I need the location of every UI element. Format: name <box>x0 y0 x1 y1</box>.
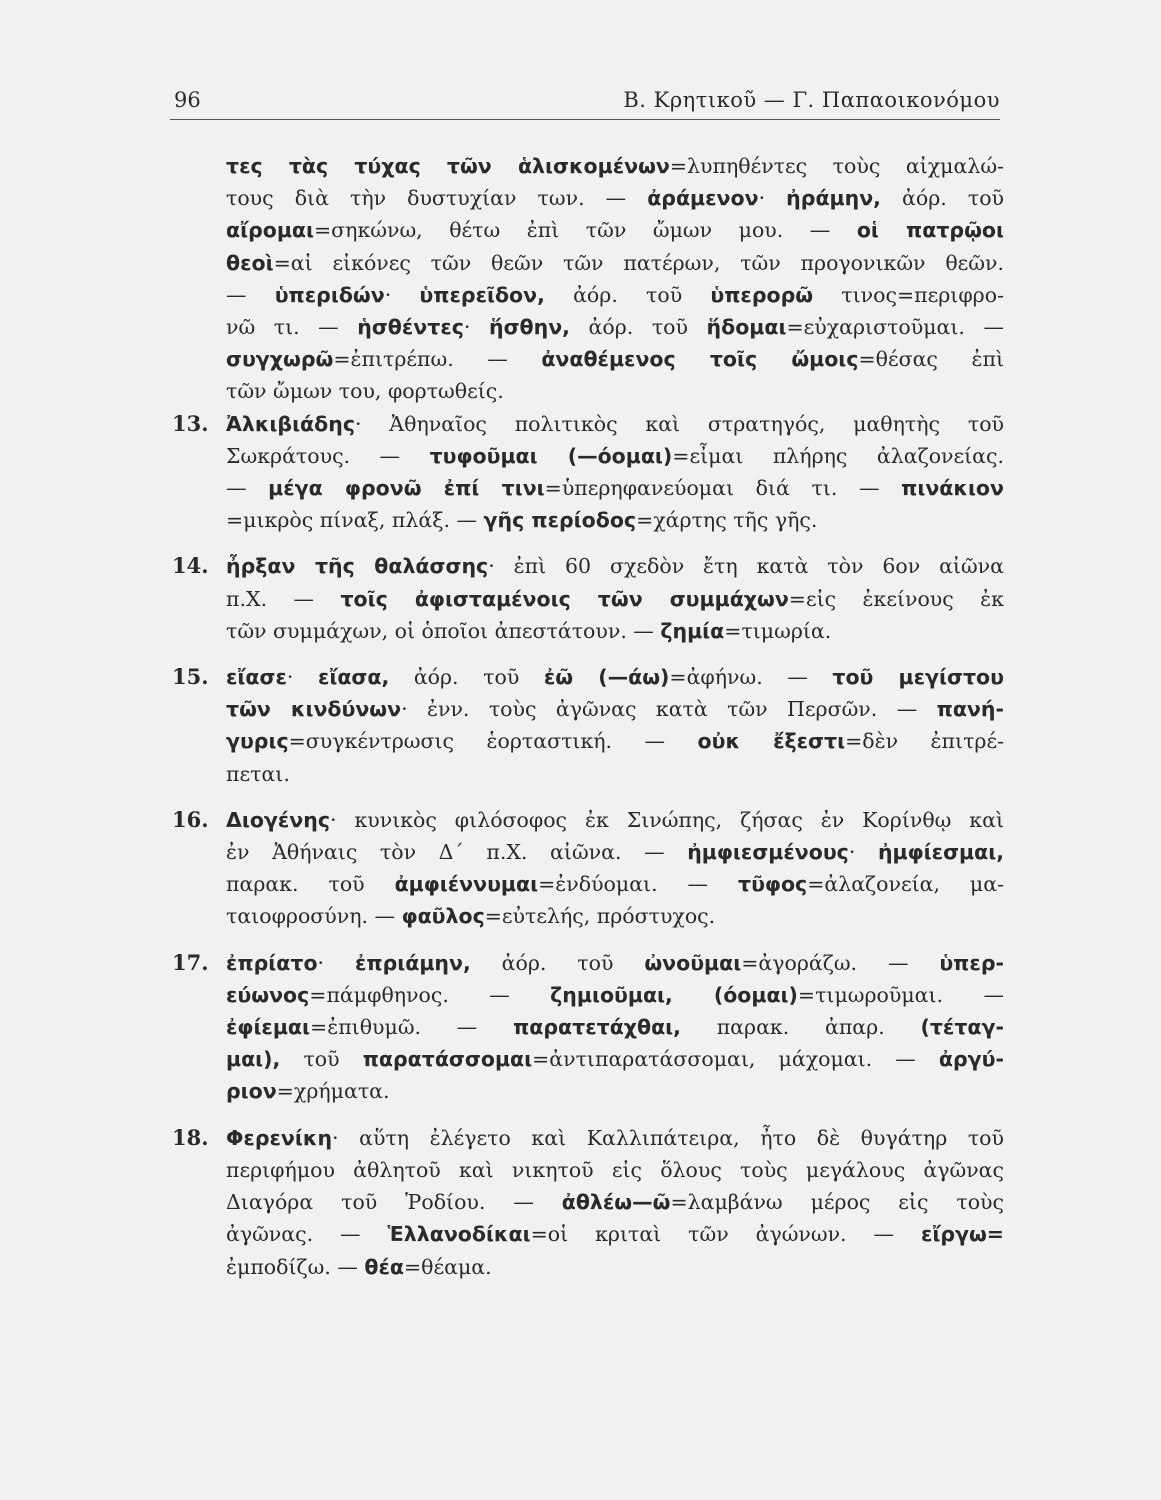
definition-text: π.Χ. — <box>226 586 341 611</box>
text-line <box>226 583 1004 615</box>
page-header <box>170 86 1000 116</box>
definition-text: ἀόρ. τοῦ <box>470 950 645 975</box>
headword: Φερενίκη <box>226 1125 333 1150</box>
definition-text: · <box>848 840 878 865</box>
headword: ἡσθέντες <box>357 315 464 340</box>
headword: ζημία <box>660 618 725 643</box>
definition-text: Σωκράτους. — <box>226 443 430 468</box>
headword: ὑπερ- <box>939 950 1004 975</box>
definition-text: τους διὰ τὴν δυστυχίαν των. — <box>226 186 648 211</box>
headword: ἠράμην, <box>786 186 881 211</box>
definition-text: =τιμωρία. <box>724 618 832 643</box>
definition-text: τοῦ <box>280 1047 363 1072</box>
entry-number: 16. <box>172 806 209 832</box>
headword: ἀργύ- <box>938 1047 1004 1072</box>
definition-text: · αὕτη ἐλέγετο καὶ Καλλιπάτειρα, ἦτο δὲ θυγάτηρ τοῦ <box>332 1125 1004 1150</box>
definition-text: · <box>758 186 787 211</box>
text-line <box>226 1043 1004 1075</box>
page-number: 96 <box>174 88 201 112</box>
definition-text: τινος=περιφρο- <box>813 282 1004 307</box>
headword: ἀμφιέννυμαι <box>394 872 539 897</box>
definition-text: =οἱ κριταὶ τῶν ἀγώνων. — <box>530 1222 921 1247</box>
headword: μαι), <box>226 1047 281 1072</box>
definition-text: · ἐνν. τοὺς ἀγῶνας κατὰ τῶν Περσῶν. — <box>401 697 937 722</box>
text-line <box>226 725 1004 757</box>
headword: εύωνος <box>226 982 310 1007</box>
definition-text: =αἱ εἰκόνες τῶν θεῶν τῶν πατέρων, τῶν προγονικῶν θεῶν. <box>273 250 1004 275</box>
glossary-entry <box>172 661 1004 790</box>
headword: τυφοῦμαι (—όομαι) <box>429 443 673 468</box>
definition-text: · Ἀθηναῖος πολιτικὸς καὶ στρατηγός, μαθητὴς τοῦ <box>354 411 1004 436</box>
definition-text: ἀόρ. τοῦ <box>544 282 711 307</box>
text-line <box>226 1075 1004 1107</box>
headword: θεοὶ <box>226 250 274 275</box>
headword: γῆς περίοδος <box>483 508 637 533</box>
definition-text: ἀόρ. τοῦ <box>880 186 1004 211</box>
text-line <box>226 550 1004 582</box>
text-line <box>226 900 1004 932</box>
headword: ζημιοῦμαι, (όομαι) <box>550 982 798 1007</box>
definition-text: · <box>463 315 489 340</box>
definition-text: ταιοφροσύνη. — <box>226 904 402 929</box>
headword: ἀναθέμενος τοῖς ὤμοις <box>541 347 859 372</box>
headword: τῶν κινδύνων <box>226 697 402 722</box>
entry-number: 13. <box>172 410 209 436</box>
headword: εἴασε <box>226 665 287 690</box>
glossary-entries <box>172 408 1004 1283</box>
text-line <box>226 472 1004 504</box>
definition-text: πεται. <box>226 761 290 786</box>
headword: συγχωρῶ <box>226 347 334 372</box>
definition-text: =συγκέντρωσις ἑορταστική. — <box>288 729 698 754</box>
glossary-entry <box>172 408 1004 537</box>
definition-text: νῶ τι. — <box>226 315 358 340</box>
entry-number: 18. <box>172 1124 209 1150</box>
definition-text: =ἀφήνω. — <box>669 665 833 690</box>
definition-text: · ἐπὶ 60 σχεδὸν ἔτη κατὰ τὸν 6ον αἰῶνα <box>488 554 1004 579</box>
text-line <box>226 150 1004 182</box>
text-line <box>226 408 1004 440</box>
headword: εἴασα, <box>317 665 390 690</box>
text-line <box>226 947 1004 979</box>
headword: πινάκιον <box>901 476 1004 501</box>
headword: παρατάσσομαι <box>362 1047 533 1072</box>
headword: ὑπερορῶ <box>710 282 814 307</box>
definition-text: =δὲν ἐπιτρέ- <box>845 729 1004 754</box>
headword: τοῦ μεγίστου <box>832 665 1004 690</box>
definition-text: =θέαμα. <box>404 1254 492 1279</box>
headword: μέγα φρονῶ ἐπί τινι <box>268 476 545 501</box>
text-line <box>226 247 1004 279</box>
definition-text: παρακ. ἀπαρ. <box>680 1015 921 1040</box>
headword: τῦφος <box>737 872 808 897</box>
headword: ἥσθην, <box>488 315 570 340</box>
definition-text: ἀόρ. τοῦ <box>569 315 707 340</box>
headword: ἀθλέω—ῶ <box>561 1190 671 1215</box>
text-line <box>226 1251 1004 1283</box>
text-line <box>226 343 1004 375</box>
headword: ὑπερεῖδον, <box>419 282 545 307</box>
headword: πανή- <box>936 697 1004 722</box>
headword: ριον <box>226 1079 277 1104</box>
text-line <box>226 615 1004 647</box>
headword: θέα <box>364 1254 404 1279</box>
headword: Ἀλκιβιάδης <box>226 411 355 436</box>
definition-text: =ὑπερηφανεύομαι διά τι. — <box>544 476 902 501</box>
definition-text: Διαγόρα τοῦ Ῥοδίου. — <box>226 1190 562 1215</box>
definition-text: =εἰς ἐκείνους ἐκ <box>788 586 1004 611</box>
definition-text: =εὐτελής, πρόστυχος. <box>484 904 716 929</box>
definition-text: — <box>226 282 275 307</box>
definition-text: ἐν Ἀθήναις τὸν Δ΄ π.Χ. αἰῶνα. — <box>226 840 688 865</box>
headword: οὐκ ἔξεστι <box>697 729 846 754</box>
definition-text: =ἀλαζονεία, μα- <box>807 872 1004 897</box>
headword: Διογένης <box>226 807 331 832</box>
definition-text: =ἐπιθυμῶ. — <box>310 1015 514 1040</box>
definition-text: =εὐχαριστοῦμαι. — <box>786 315 1004 340</box>
definition-text: =θέσας ἐπὶ <box>858 347 1004 372</box>
headword: ἠμφίεσμαι, <box>877 840 1004 865</box>
text-line <box>226 214 1004 246</box>
headword: εἴργω= <box>920 1222 1004 1247</box>
entry-number: 14. <box>172 553 209 579</box>
glossary-entry <box>172 804 1004 933</box>
definition-text: ἐμποδίζω. — <box>226 1254 365 1279</box>
header-rule <box>170 119 1000 120</box>
text-line <box>226 979 1004 1011</box>
definition-text: · κυνικὸς φιλόσοφος ἐκ Σινώπης, ζήσας ἐν Κορίνθῳ καὶ <box>330 807 1004 832</box>
definition-text: =μικρὸς πίναξ, πλάξ. — <box>226 508 484 533</box>
definition-text: =πάμφθηνος. — <box>309 982 551 1007</box>
headword: φαῦλος <box>401 904 485 929</box>
text-line <box>226 693 1004 725</box>
text-line <box>226 1154 1004 1186</box>
definition-text: · <box>384 282 420 307</box>
definition-text: · <box>286 665 318 690</box>
text-line <box>226 279 1004 311</box>
text-line <box>226 311 1004 343</box>
definition-text: περιφήμου ἀθλητοῦ καὶ νικητοῦ εἰς ὅλους τοὺς μεγάλους ἀγῶνας <box>226 1157 1004 1182</box>
definition-text: =εἶμαι πλήρης ἀλαζονείας. <box>672 443 1004 468</box>
entry-number: 15. <box>172 664 209 690</box>
text-line <box>226 661 1004 693</box>
headword: οἱ πατρῷοι <box>856 218 1004 243</box>
definition-text: =λυπηθέντες τοὺς αἰχμαλώ- <box>669 154 1004 178</box>
text-line <box>226 1186 1004 1218</box>
glossary-entry <box>172 947 1004 1108</box>
headword: τες τὰς τύχας τῶν ἁλισκομένων <box>226 154 670 178</box>
definition-text: · <box>317 950 355 975</box>
glossary-entry <box>172 1122 1004 1283</box>
headword: ἐῶ (—άω) <box>543 665 670 690</box>
definition-text: =ἀντιπαρατάσσομαι, μάχομαι. — <box>532 1047 939 1072</box>
headword: ἐπριάμην, <box>354 950 471 975</box>
text-line <box>226 1011 1004 1043</box>
definition-text: ἀγῶνας. — <box>226 1222 388 1247</box>
headword: αἴρομαι <box>226 218 314 243</box>
definition-text: παρακ. τοῦ <box>226 872 395 897</box>
definition-text: =ἀγοράζω. — <box>741 950 940 975</box>
definition-text: =ἐπιτρέπω. — <box>333 347 542 372</box>
definition-text: τῶν ὤμων του, φορτωθείς. <box>226 379 504 404</box>
headword: ὠνοῦμαι <box>644 950 742 975</box>
running-head: Β. Κρητικοῦ — Γ. Παπαοικονόμου <box>623 88 1000 112</box>
headword: ἐπρίατο <box>226 950 318 975</box>
headword: ἥδομαι <box>706 315 787 340</box>
definition-text: =τιμωροῦμαι. — <box>797 982 1004 1007</box>
definition-text: =χάρτης τῆς γῆς. <box>636 508 818 533</box>
text-line <box>226 504 1004 536</box>
text-line <box>226 836 1004 868</box>
text-line <box>226 804 1004 836</box>
headword: ἐφίεμαι <box>226 1015 311 1040</box>
text-line <box>226 758 1004 790</box>
headword: παρατετάχθαι, <box>513 1015 681 1040</box>
text-line <box>226 182 1004 214</box>
headword: Ἑλλανοδίκαι <box>387 1222 531 1247</box>
entry-number: 17. <box>172 949 209 975</box>
text-line <box>226 440 1004 472</box>
definition-text: =σηκώνω, θέτω ἐπὶ τῶν ὤμων μου. — <box>314 218 857 243</box>
headword: ὑπεριδών <box>274 282 385 307</box>
definition-text: =ἐνδύομαι. — <box>538 872 738 897</box>
definition-text: =λαμβάνω μέρος εἰς τοὺς <box>670 1190 1004 1215</box>
headword: (τέταγ- <box>920 1015 1004 1040</box>
definition-text: =χρήματα. <box>276 1079 390 1104</box>
intro-paragraph <box>226 150 1004 408</box>
headword: ἦρξαν τῆς θαλάσσης <box>226 554 489 579</box>
glossary-text <box>172 150 1004 1283</box>
text-line <box>226 868 1004 900</box>
headword: γυρις <box>226 729 289 754</box>
definition-text: τῶν συμμάχων, οἱ ὁποῖοι ἀπεστάτουν. — <box>226 618 661 643</box>
glossary-entry <box>172 550 1004 647</box>
text-line <box>226 375 1004 407</box>
text-line <box>226 1218 1004 1250</box>
text-line <box>226 1122 1004 1154</box>
headword: ἠμφιεσμένους <box>687 840 849 865</box>
definition-text: — <box>226 476 269 501</box>
headword: ἀράμενον <box>647 186 759 211</box>
definition-text: ἀόρ. τοῦ <box>389 665 544 690</box>
headword: τοῖς ἀφισταμένοις τῶν συμμάχων <box>340 586 789 611</box>
